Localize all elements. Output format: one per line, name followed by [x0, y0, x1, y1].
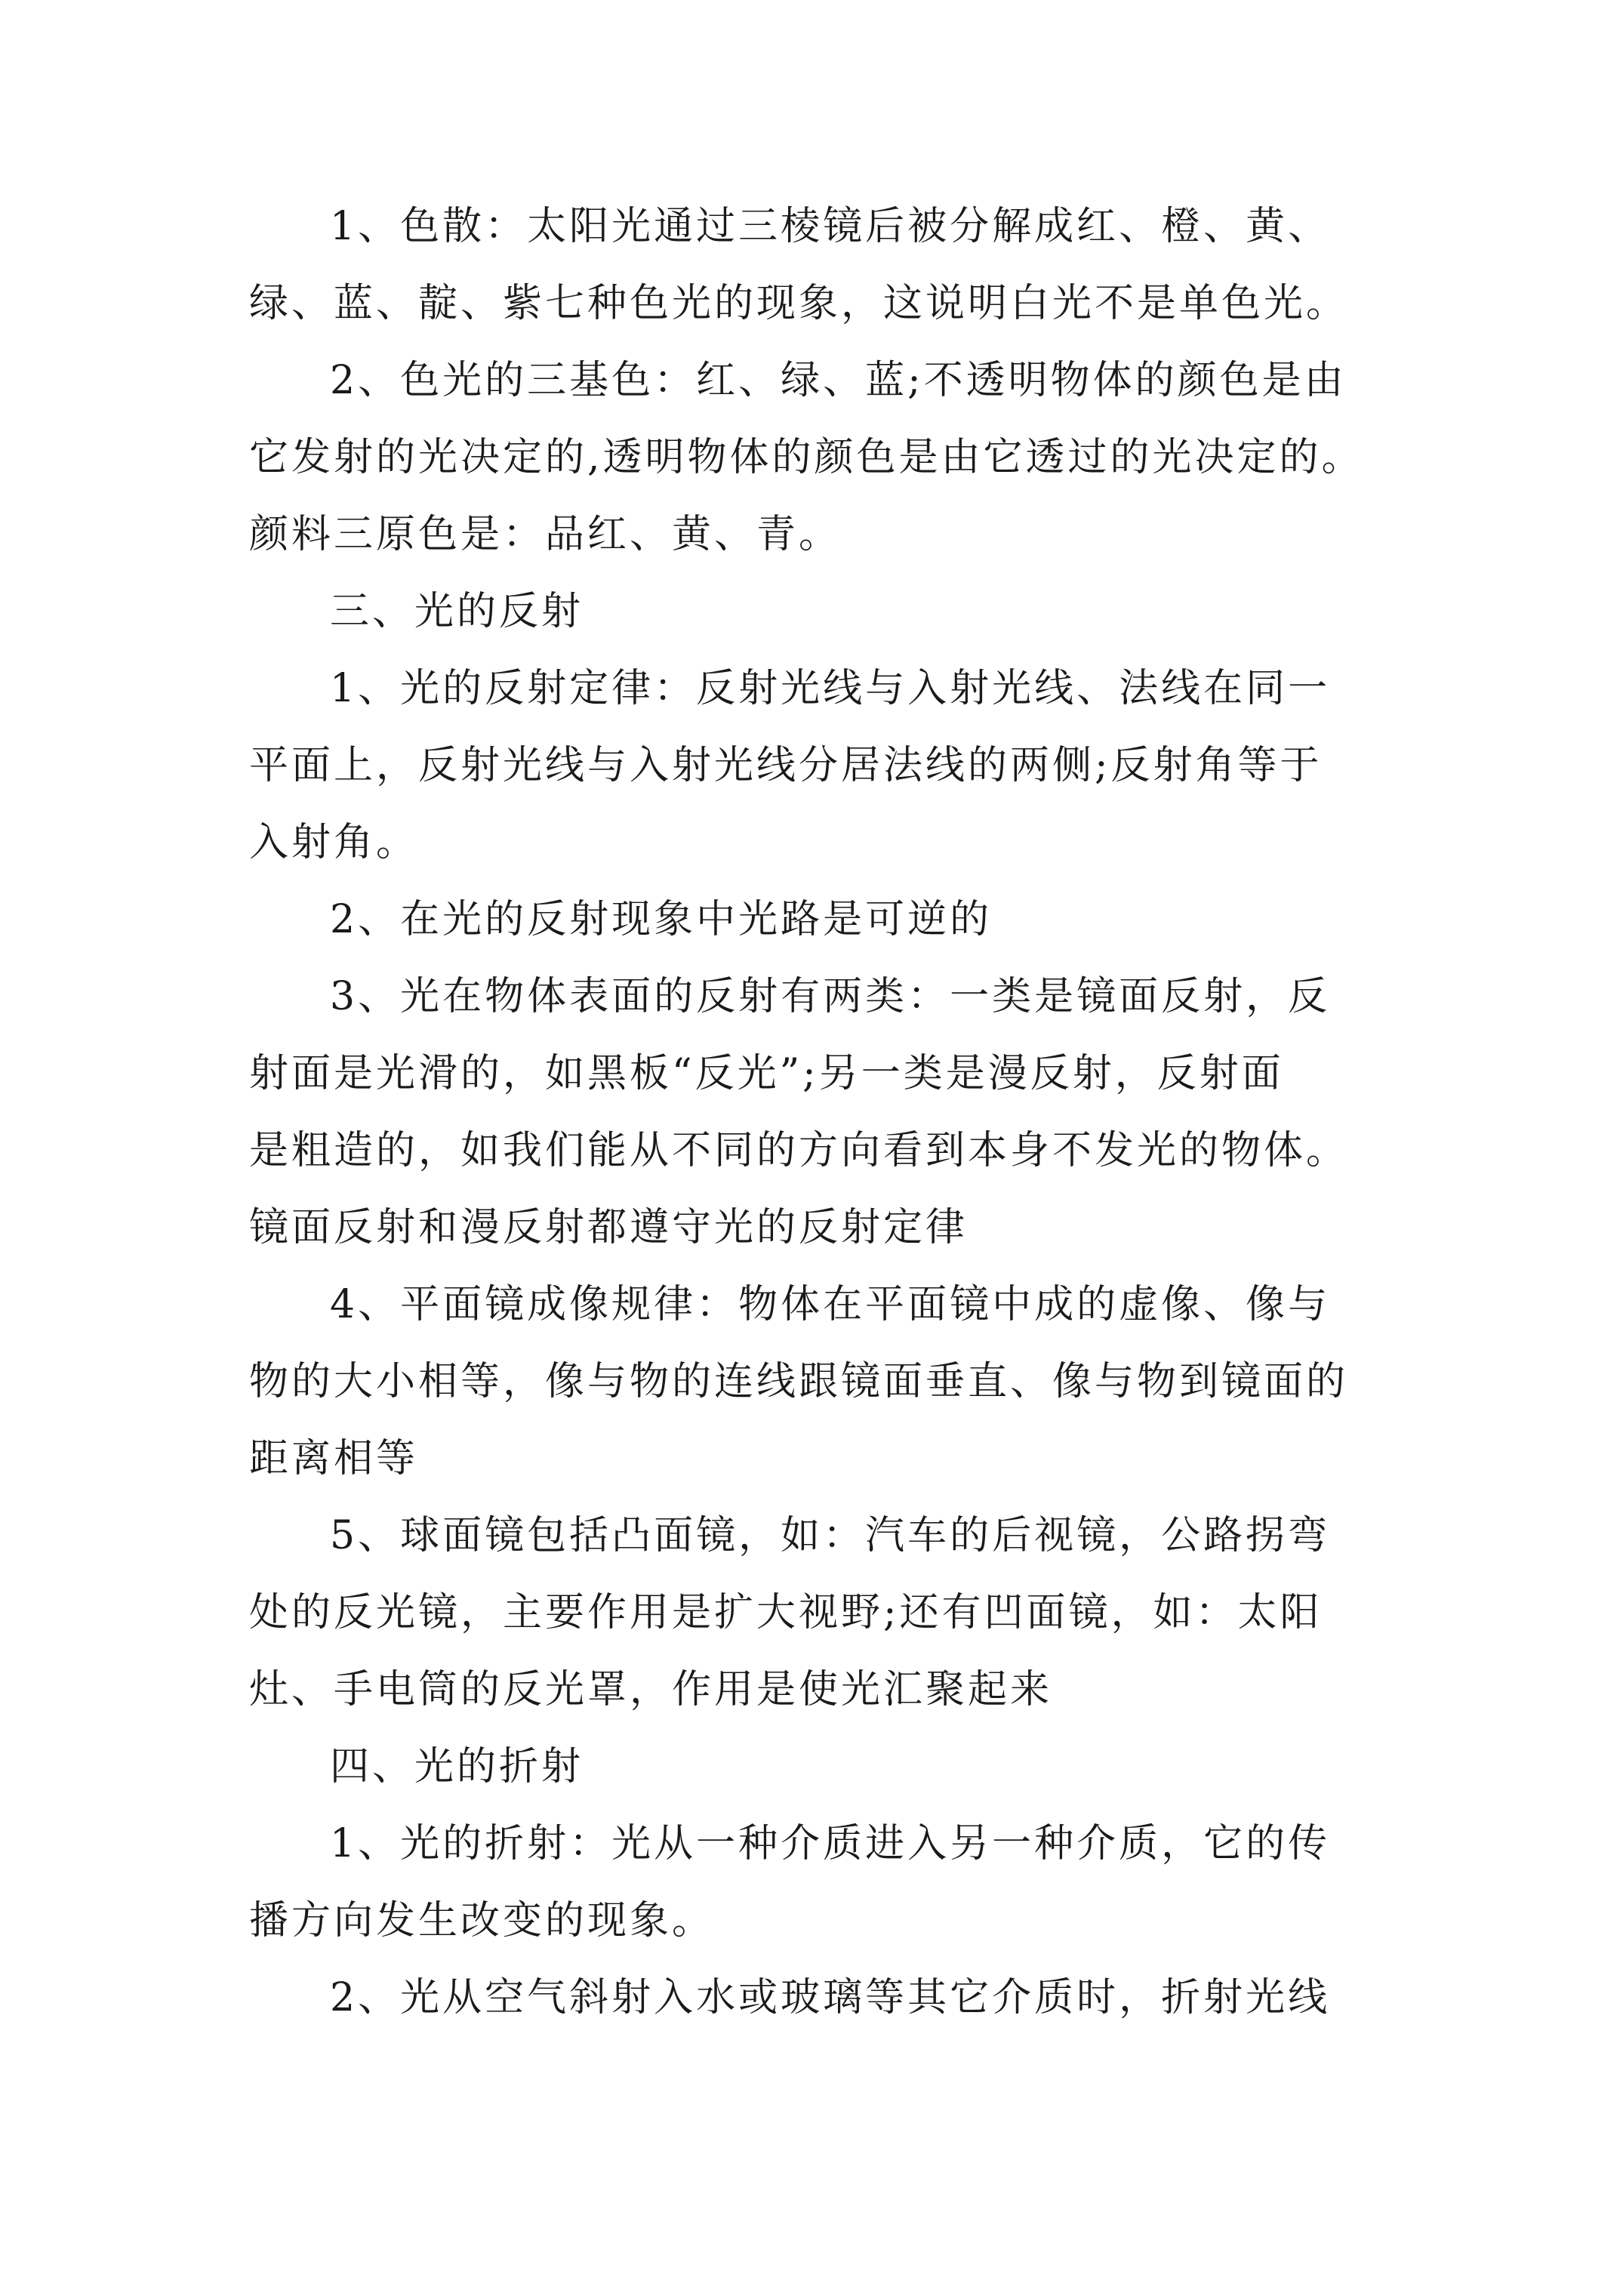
text-line: 入射角。 [249, 820, 419, 865]
section-heading: 四、光的折射 [330, 1744, 584, 1789]
text-line: 3、光在物体表面的反射有两类：一类是镜面反射，反 [330, 974, 1331, 1019]
text-line: 2、色光的三基色：红、绿、蓝;不透明物体的颜色是由 [330, 358, 1347, 403]
text-line: 它发射的光决定的,透明物体的颜色是由它透过的光决定的。 [249, 435, 1364, 480]
text-line: 5、球面镜包括凸面镜，如：汽车的后视镜，公路拐弯 [330, 1513, 1331, 1558]
text-line: 颜料三原色是：品红、黄、青。 [249, 512, 842, 557]
text-line: 物的大小相等，像与物的连线跟镜面垂直、像与物到镜面的 [249, 1359, 1349, 1404]
text-line: 镜面反射和漫反射都遵守光的反射定律 [249, 1205, 969, 1250]
section-heading: 三、光的反射 [330, 589, 584, 634]
text-line: 2、光从空气斜射入水或玻璃等其它介质时，折射光线 [330, 1975, 1331, 2020]
text-line: 1、光的折射：光从一种介质进入另一种介质，它的传 [330, 1821, 1331, 1866]
text-line: 播方向发生改变的现象。 [249, 1898, 715, 1943]
text-line: 距离相等 [249, 1436, 419, 1481]
text-line: 处的反光镜，主要作用是扩大视野;还有凹面镜，如：太阳 [249, 1590, 1323, 1635]
text-line: 绿、蓝、靛、紫七种色光的现象，这说明白光不是单色光。 [249, 281, 1349, 326]
text-line: 平面上，反射光线与入射光线分居法线的两侧;反射角等于 [249, 743, 1323, 788]
text-line: 1、光的反射定律：反射光线与入射光线、法线在同一 [330, 666, 1331, 711]
text-line: 1、色散：太阳光通过三棱镜后被分解成红、橙、黄、 [330, 204, 1331, 249]
text-line: 射面是光滑的，如黑板“反光”;另一类是漫反射，反射面 [249, 1051, 1284, 1096]
text-line: 4、平面镜成像规律：物体在平面镜中成的虚像、像与 [330, 1282, 1331, 1327]
text-line: 是粗造的，如我们能从不同的方向看到本身不发光的物体。 [249, 1128, 1349, 1173]
text-line: 2、在光的反射现象中光路是可逆的 [330, 897, 993, 942]
text-line: 灶、手电筒的反光罩，作用是使光汇聚起来 [249, 1667, 1053, 1712]
